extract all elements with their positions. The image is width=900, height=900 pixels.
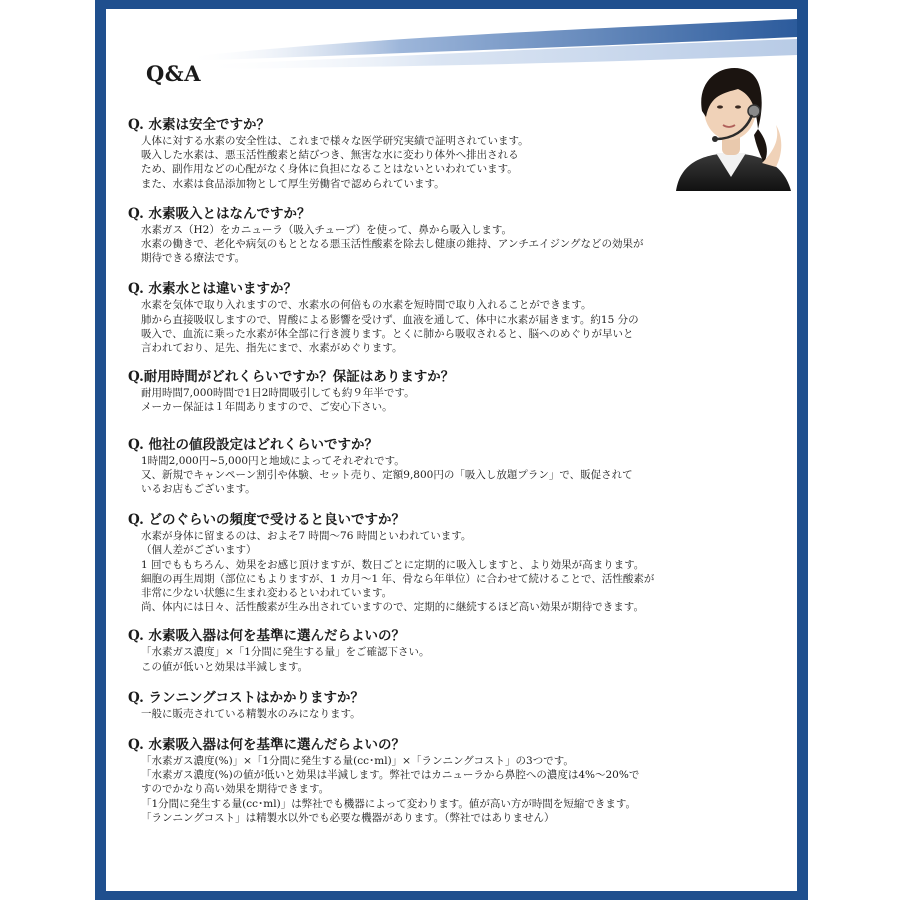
qa-item: [128, 117, 787, 191]
answer-line: 水素の働きで、老化や病気のもととなる悪玉活性酸素を除去し健康の維持、アンチエイジングなどの効果が: [141, 238, 644, 251]
answer: [128, 529, 787, 614]
answer: [128, 754, 787, 825]
blue-frame: [95, 0, 808, 900]
answer-line: この値が低いと効果は半減します。: [141, 660, 309, 673]
answer-line: 「水素ガス濃度(%)」×「1分間に発生する量(cc･ml)」×「ランニングコスト」の3つです。: [141, 755, 574, 768]
answer-line: （個人差がございます）: [141, 544, 257, 557]
qa-item: [128, 206, 787, 266]
answer-line: 「ランニングコスト」は精製水以外でも必要な機器があります。（弊社ではありません）: [141, 811, 555, 824]
answer-line: すのでかなり高い効果を期待できます。: [141, 783, 330, 796]
answer: [128, 645, 787, 673]
question: Q. 水素は安全ですか？: [128, 117, 270, 133]
answer: [128, 386, 787, 414]
document-panel: [106, 9, 797, 891]
answer-line: 又、新規でキャンペーン割引や体験、セット売り、定額9,800円の「吸入し放題プラン」で、販促されて: [141, 468, 633, 481]
answer-line: また、水素は食品添加物として厚生労働省で認められています。: [141, 177, 445, 190]
qa-item: [128, 281, 787, 355]
answer-line: 「1分間に発生する量(cc･ml)」は弊社でも機器によって変わります。値が高い方が時間を短縮できます。: [141, 797, 637, 810]
answer-line: 水素が身体に留まるのは、およそ7 時間～76 時間といわれています。: [141, 530, 472, 543]
answer-line: ため、副作用などの心配がなく身体に負担になることはないといわれています。: [141, 163, 518, 176]
qa-item: [128, 512, 787, 614]
answer: [128, 298, 787, 355]
qa-item: [128, 369, 787, 414]
question: Q. 他社の値段設定はどれくらいですか？: [128, 436, 378, 453]
answer-line: メーカー保証は１年間ありますので、ご安心下さい。: [141, 401, 393, 414]
qa-list: [128, 117, 787, 825]
answer-line: 吸入で、血流に乗った水素が体全部に行き渡ります。とくに肺から吸収されると、脳へのめぐりが早いと: [141, 327, 634, 340]
question: Q. 水素吸入器は何を基準に選んだらよいの？: [128, 737, 405, 754]
question: Q. 水素吸入器は何を基準に選んだらよいの？: [128, 628, 405, 645]
answer-line: 一般に販売されている精製水のみになります。: [141, 707, 361, 720]
answer-line: 「水素ガス濃度」×「1分間に発生する量」をご確認下さい。: [141, 646, 430, 659]
answer: [128, 707, 787, 721]
answer-line: 細胞の再生周期（部位にもよりますが、1 カ月～1 年、骨なら年単位）に合わせて続けることで、活性酸素が: [141, 572, 655, 585]
answer-line: 肺から直接吸収しますので、胃酸による影響を受けず、血液を通して、体中に水素が届きます。約15 分の: [141, 313, 639, 326]
answer-line: 耐用時間7,000時間で1日2時間吸引しても約９年半です。: [141, 387, 415, 400]
qa-item: [128, 690, 787, 721]
question: Q. どのぐらいの頻度で受けると良いですか？: [128, 512, 405, 529]
question: Q. 水素水とは違いますか？: [128, 281, 297, 298]
answer-line: 尚、体内には日々、活性酸素が生み出されていますので、定期的に継続するほど高い効果が期待できます。: [141, 601, 644, 614]
answer-line: 期待できる療法です。: [141, 252, 246, 265]
answer-line: いるお店もございます。: [141, 483, 256, 496]
answer: [128, 454, 787, 497]
qa-item: [128, 737, 787, 825]
qa-item: [128, 628, 787, 673]
answer-line: 1時間2,000円~5,000円と地域によってそれぞれです。: [141, 454, 405, 467]
answer-line: 人体に対する水素の安全性は、これまで様々な医学研究実績で証明されています。: [141, 135, 529, 147]
answer-line: 水素を気体で取り入れますので、水素水の何倍もの水素を短時間で取り入れることができます。: [141, 299, 592, 312]
question: Q.耐用時間がどれくらいですか？保証はありますか？: [128, 369, 455, 386]
question: Q. 水素吸入とはなんですか？: [128, 205, 311, 222]
answer-line: 「水素ガス濃度(%)の値が低いと効果は半減します。弊社ではカニューラから鼻腔への濃度は4%～20%で: [141, 769, 640, 782]
answer-line: 吸入した水素は、悪玉活性酸素と結びつき、無害な水に変わり体外へ排出される: [141, 149, 519, 162]
qa-item: [128, 437, 787, 497]
answer: [128, 134, 787, 191]
answer-line: 非常に少ない状態に生まれ変わるといわれています。: [141, 587, 393, 600]
answer: [128, 223, 787, 266]
page-title: Q&A: [146, 61, 202, 86]
answer-line: 1 回でももちろん、効果をお感じ頂けますが、数日ごとに定期的に吸入しますと、より効果が高まります。: [141, 558, 645, 571]
answer-line: 水素ガス（H2）をカニューラ（吸入チューブ）を使って、鼻から吸入します。: [141, 223, 513, 236]
answer-line: 言われており、足先、指先にまで、水素がめぐります。: [141, 342, 403, 355]
question: Q. ランニングコストはかかりますか？: [128, 689, 364, 706]
